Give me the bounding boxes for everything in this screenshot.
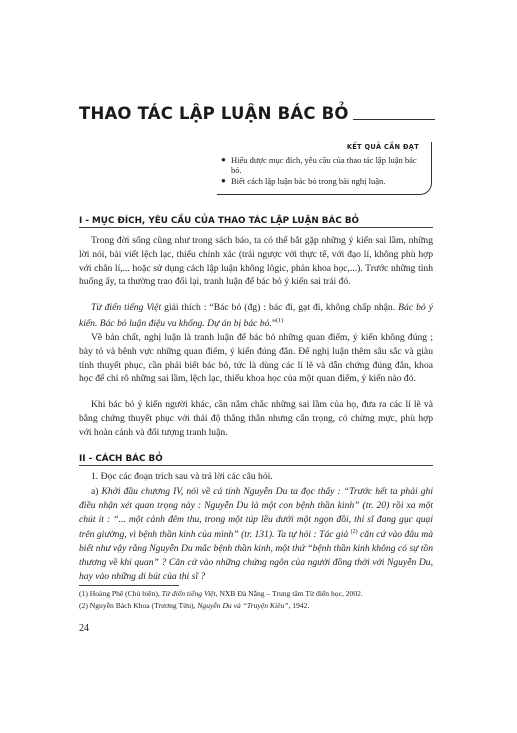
dictionary-title: Từ điển tiếng Việt bbox=[91, 302, 162, 313]
section2-excerpt-a bbox=[79, 485, 433, 584]
footnote-2-prefix: (2) Nguyễn Bách Khoa (Trương Tửu), bbox=[79, 601, 198, 610]
footnote-1 bbox=[79, 589, 363, 599]
goals-list bbox=[221, 155, 421, 187]
definition-examples: Bác bỏ ý kiến. Bác bỏ luận điệu vu khống. Dự án bị bác bỏ. bbox=[79, 302, 433, 329]
bullet-icon: ● bbox=[221, 176, 226, 185]
section1-paragraph-1: Trong đời sống cũng như trong sách báo, ta có thể bắt gặp những ý kiến sai lầm, những lời nói, bài viết lệch lạc, thiếu chính xác (trái ngược với thực tế, với đạo lí, không phù hợp với chân lí,... hoặc sử dụng cách lập luận không lôgic, phản khoa học,...). Trước những tình huống ấy, ta thường trao đổi lại, tranh luận để bác bỏ ý kiến sai trái đó. bbox=[79, 235, 433, 288]
bullet-icon: ● bbox=[221, 155, 226, 164]
goal-item-text: Hiểu được mục đích, yêu cầu của thao tác lập luận bác bỏ. bbox=[231, 155, 417, 175]
goals-heading: KẾT QUẢ CẦN ĐẠT bbox=[346, 143, 419, 151]
section2-instruction: 1. Đọc các đoạn trích sau và trả lời các câu hỏi. bbox=[91, 471, 273, 482]
excerpt-text-b: căn cứ vào đâu mà biết như vậy rằng Nguyễn Du mắc bệnh thần kinh, một thứ “bệnh thần kinh không có sự tồn thương về khí quan” ? Căn cứ vào những chứng ngôn của người đồng thời với Nguyễn Du, hay vào những di bút của thi sĩ ? bbox=[79, 529, 433, 582]
title-row bbox=[79, 104, 435, 123]
footnote-1-prefix: (1) Hoàng Phê (Chủ biên), bbox=[79, 589, 162, 598]
definition-text: giải thích : “Bác bỏ (đg) : bác đi, gạt đi, không chấp nhận. bbox=[161, 302, 399, 313]
footnote-1-title: Từ điển tiếng Việt bbox=[161, 589, 216, 598]
footnote-ref-2: (2) bbox=[350, 529, 358, 536]
excerpt-text-a: Khởi đầu chương IV, nói về cá tính Nguyễn Du ta đọc thấy : “Trước hết ta phải ghi điều nhận xét quan trọng này : Nguyễn Du là một con bệnh thần kinh” (tr. 20) rồi xa một chút ít : “... một cảnh đêm thu, trong một túp lều dưới một ngọn đồi, thi sĩ đang gục quại trên giường, vì bệnh thần kinh của mình” (tr. 131). Ta tự hỏi : Tác giả bbox=[79, 486, 433, 541]
section1-paragraph-2 bbox=[79, 301, 433, 331]
footnote-1-rest: , NXB Đà Nẵng – Trung tâm Từ điển học, 2002. bbox=[215, 589, 363, 598]
page-title: THAO TÁC LẬP LUẬN BÁC BỎ bbox=[79, 104, 349, 123]
title-rule bbox=[353, 119, 435, 120]
footnote-rule bbox=[79, 585, 179, 586]
goal-item-text: Biết cách lập luận bác bỏ trong bài nghị luận. bbox=[231, 176, 386, 186]
section1-heading: I - MỤC ĐÍCH, YÊU CẦU CỦA THAO TÁC LẬP LUẬN BÁC BỎ bbox=[79, 216, 433, 228]
goal-item bbox=[221, 155, 421, 175]
excerpt-label: a) bbox=[91, 486, 102, 497]
footnote-2 bbox=[79, 601, 309, 611]
footnote-2-rest: , 1942. bbox=[288, 601, 310, 610]
quote-end: ” bbox=[271, 317, 277, 329]
section2-heading: II - CÁCH BÁC BỎ bbox=[79, 454, 433, 466]
section1-paragraph-4: Khi bác bỏ ý kiến người khác, cần nắm chắc những sai lầm của họ, đưa ra các lí lẽ và bằng chứng thuyết phục với thái độ thẳng thắn nhưng cẩn trọng, có chừng mực, phù hợp với hoàn cảnh và đối tượng tranh luận. bbox=[79, 399, 433, 438]
section1-paragraph-3: Về bản chất, nghị luận là tranh luận để bác bỏ những quan điểm, ý kiến không đúng ; bày tỏ và bênh vực những quan điểm, ý kiến đúng đắn. Để nghị luận thêm sâu sắc và giàu tính thuyết phục, cần phải biết bác bỏ, tức là dùng các lí lẽ và dẫn chứng đúng đắn, khoa học để chỉ rõ những sai lầm, lệch lạc, thiếu khoa học của một quan điểm, ý kiến nào đó. bbox=[79, 332, 433, 385]
goals-box bbox=[217, 142, 432, 195]
goal-item bbox=[221, 176, 421, 186]
page-number: 24 bbox=[79, 623, 89, 634]
footnote-2-title: Nguyễn Du và “Truyện Kiều” bbox=[197, 601, 289, 610]
footnote-ref-1: (1) bbox=[276, 317, 284, 324]
